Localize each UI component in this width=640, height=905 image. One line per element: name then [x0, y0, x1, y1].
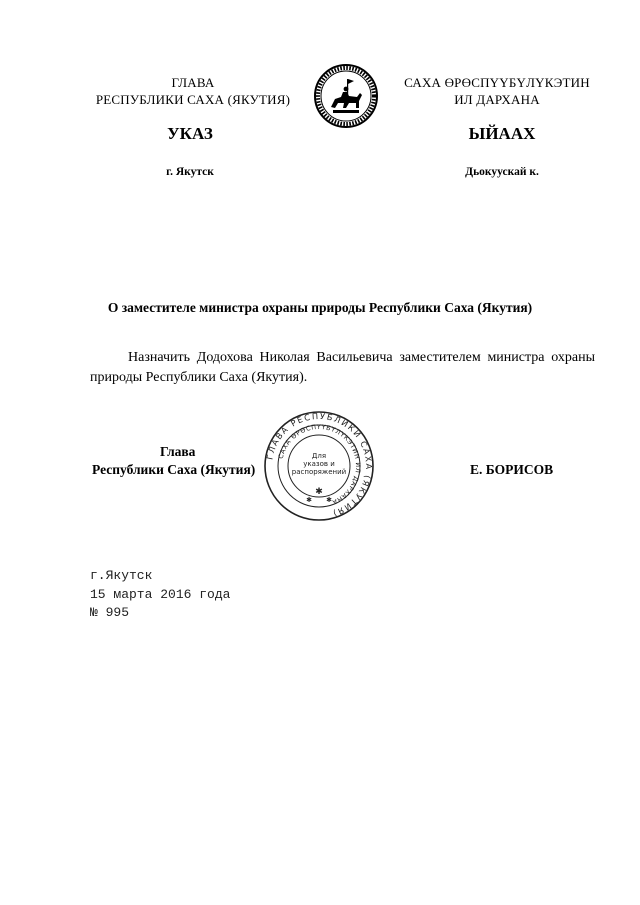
- decree-title: О заместителе министра охраны природы Республики Саха (Якутия): [107, 300, 533, 315]
- stamp-center-line3: распоряжений: [291, 468, 347, 476]
- footer: [90, 567, 230, 623]
- header-right-line2: ИЛ ДАРХАНА: [454, 92, 540, 107]
- header-left-line2: РЕСПУБЛИКИ САХА (ЯКУТИЯ): [95, 92, 291, 107]
- official-stamp: [263, 410, 375, 522]
- stamp-star-icon: ✱: [306, 496, 312, 504]
- stamp-inner-text: САХА ӨРӨСПҮҮБҮЛҮКЭТИН ИЛ ДАРХАНА: [276, 422, 363, 507]
- stamp-center-line1: Для: [311, 452, 327, 460]
- signature-name: Е. БОРИСОВ: [470, 462, 554, 477]
- stamp-star-icon: ✱: [315, 487, 323, 497]
- header-left-line1: ГЛАВА: [171, 75, 215, 90]
- header-left: [78, 74, 308, 108]
- footer-number: № 995: [90, 605, 130, 620]
- doc-type-ru: УКАЗ: [167, 124, 213, 143]
- stamp-center-line2: указов и: [303, 460, 335, 468]
- header-right-line1: САХА ӨРӨСПҮҮБҮЛҮКЭТИН: [404, 75, 590, 90]
- footer-city: г.Якутск: [90, 568, 153, 583]
- stamp-outer-text: ГЛАВА РЕСПУБЛИКИ САХА (ЯКУТИЯ): [264, 410, 375, 520]
- header-right: [392, 74, 602, 108]
- coat-of-arms-icon: [313, 63, 379, 129]
- signature-position-line1: Глава: [160, 444, 196, 459]
- signature-position-line2: Республики Саха (Якутия): [92, 462, 256, 477]
- city-sakha: Дьокуускай к.: [465, 166, 539, 178]
- stamp-star-icon: ✱: [326, 496, 332, 504]
- city-ru: г. Якутск: [166, 166, 214, 178]
- doc-type-sakha: ЫЙААХ: [468, 124, 536, 143]
- footer-date: 15 марта 2016 года: [90, 586, 231, 602]
- decree-paragraph: Назначить Додохова Николая Васильевича заместителем министра охраны природы Республики Саха (Якутия).: [90, 350, 595, 385]
